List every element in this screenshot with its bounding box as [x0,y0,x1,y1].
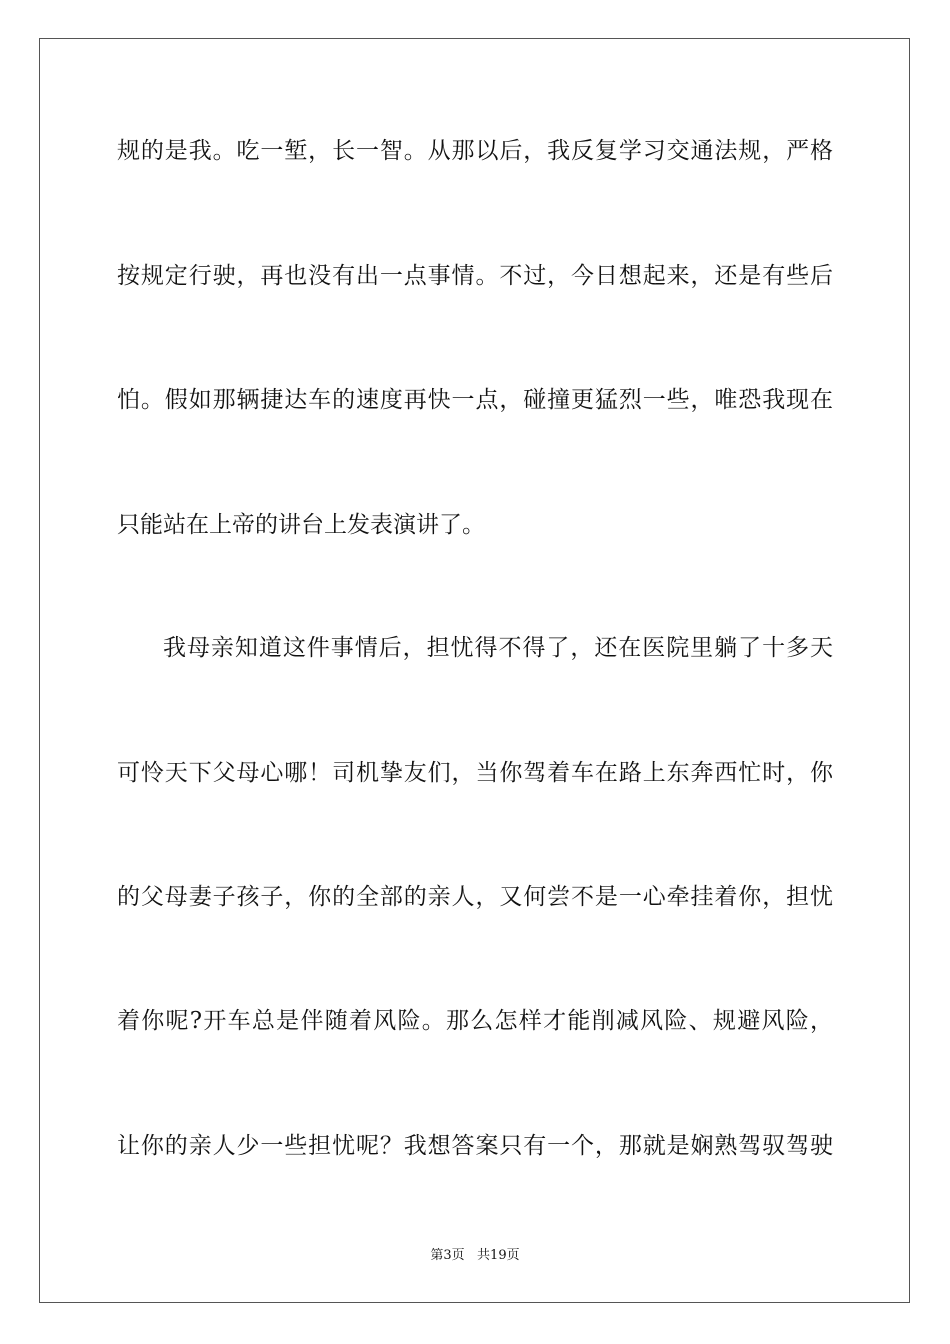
paragraph-line: 只能站在上帝的讲台上发表演讲了。 [117,512,485,538]
paragraph-line: 让你的亲人少一些担忧呢？我想答案只有一个，那就是娴熟驾驭驾驶 [117,1133,833,1159]
paragraph-line: 规的是我。吃一堑，长一智。从那以后，我反复学习交通法规，严格 [117,138,833,164]
paragraph-line: 怕。假如那辆捷达车的速度再快一点，碰撞更猛烈一些，唯恐我现在 [117,387,833,413]
paragraph-first-line: 我母亲知道这件事情后，担忧得不得了，还在医院里躺了十多天 [163,635,833,661]
page-number-footer: 第3页 共19页 [430,1248,520,1263]
paragraph-line: 着你呢?开车总是伴随着风险。那么怎样才能削减风险、规避风险， [117,1008,833,1034]
page-border [39,38,910,1303]
paragraph-line: 的父母妻子孩子，你的全部的亲人，又何尝不是一心牵挂着你，担忧 [117,884,833,910]
paragraph-line: 可怜天下父母心哪！司机挚友们，当你驾着车在路上东奔西忙时，你 [117,760,833,786]
paragraph-line: 按规定行驶，再也没有出一点事情。不过，今日想起来，还是有些后 [117,263,833,289]
